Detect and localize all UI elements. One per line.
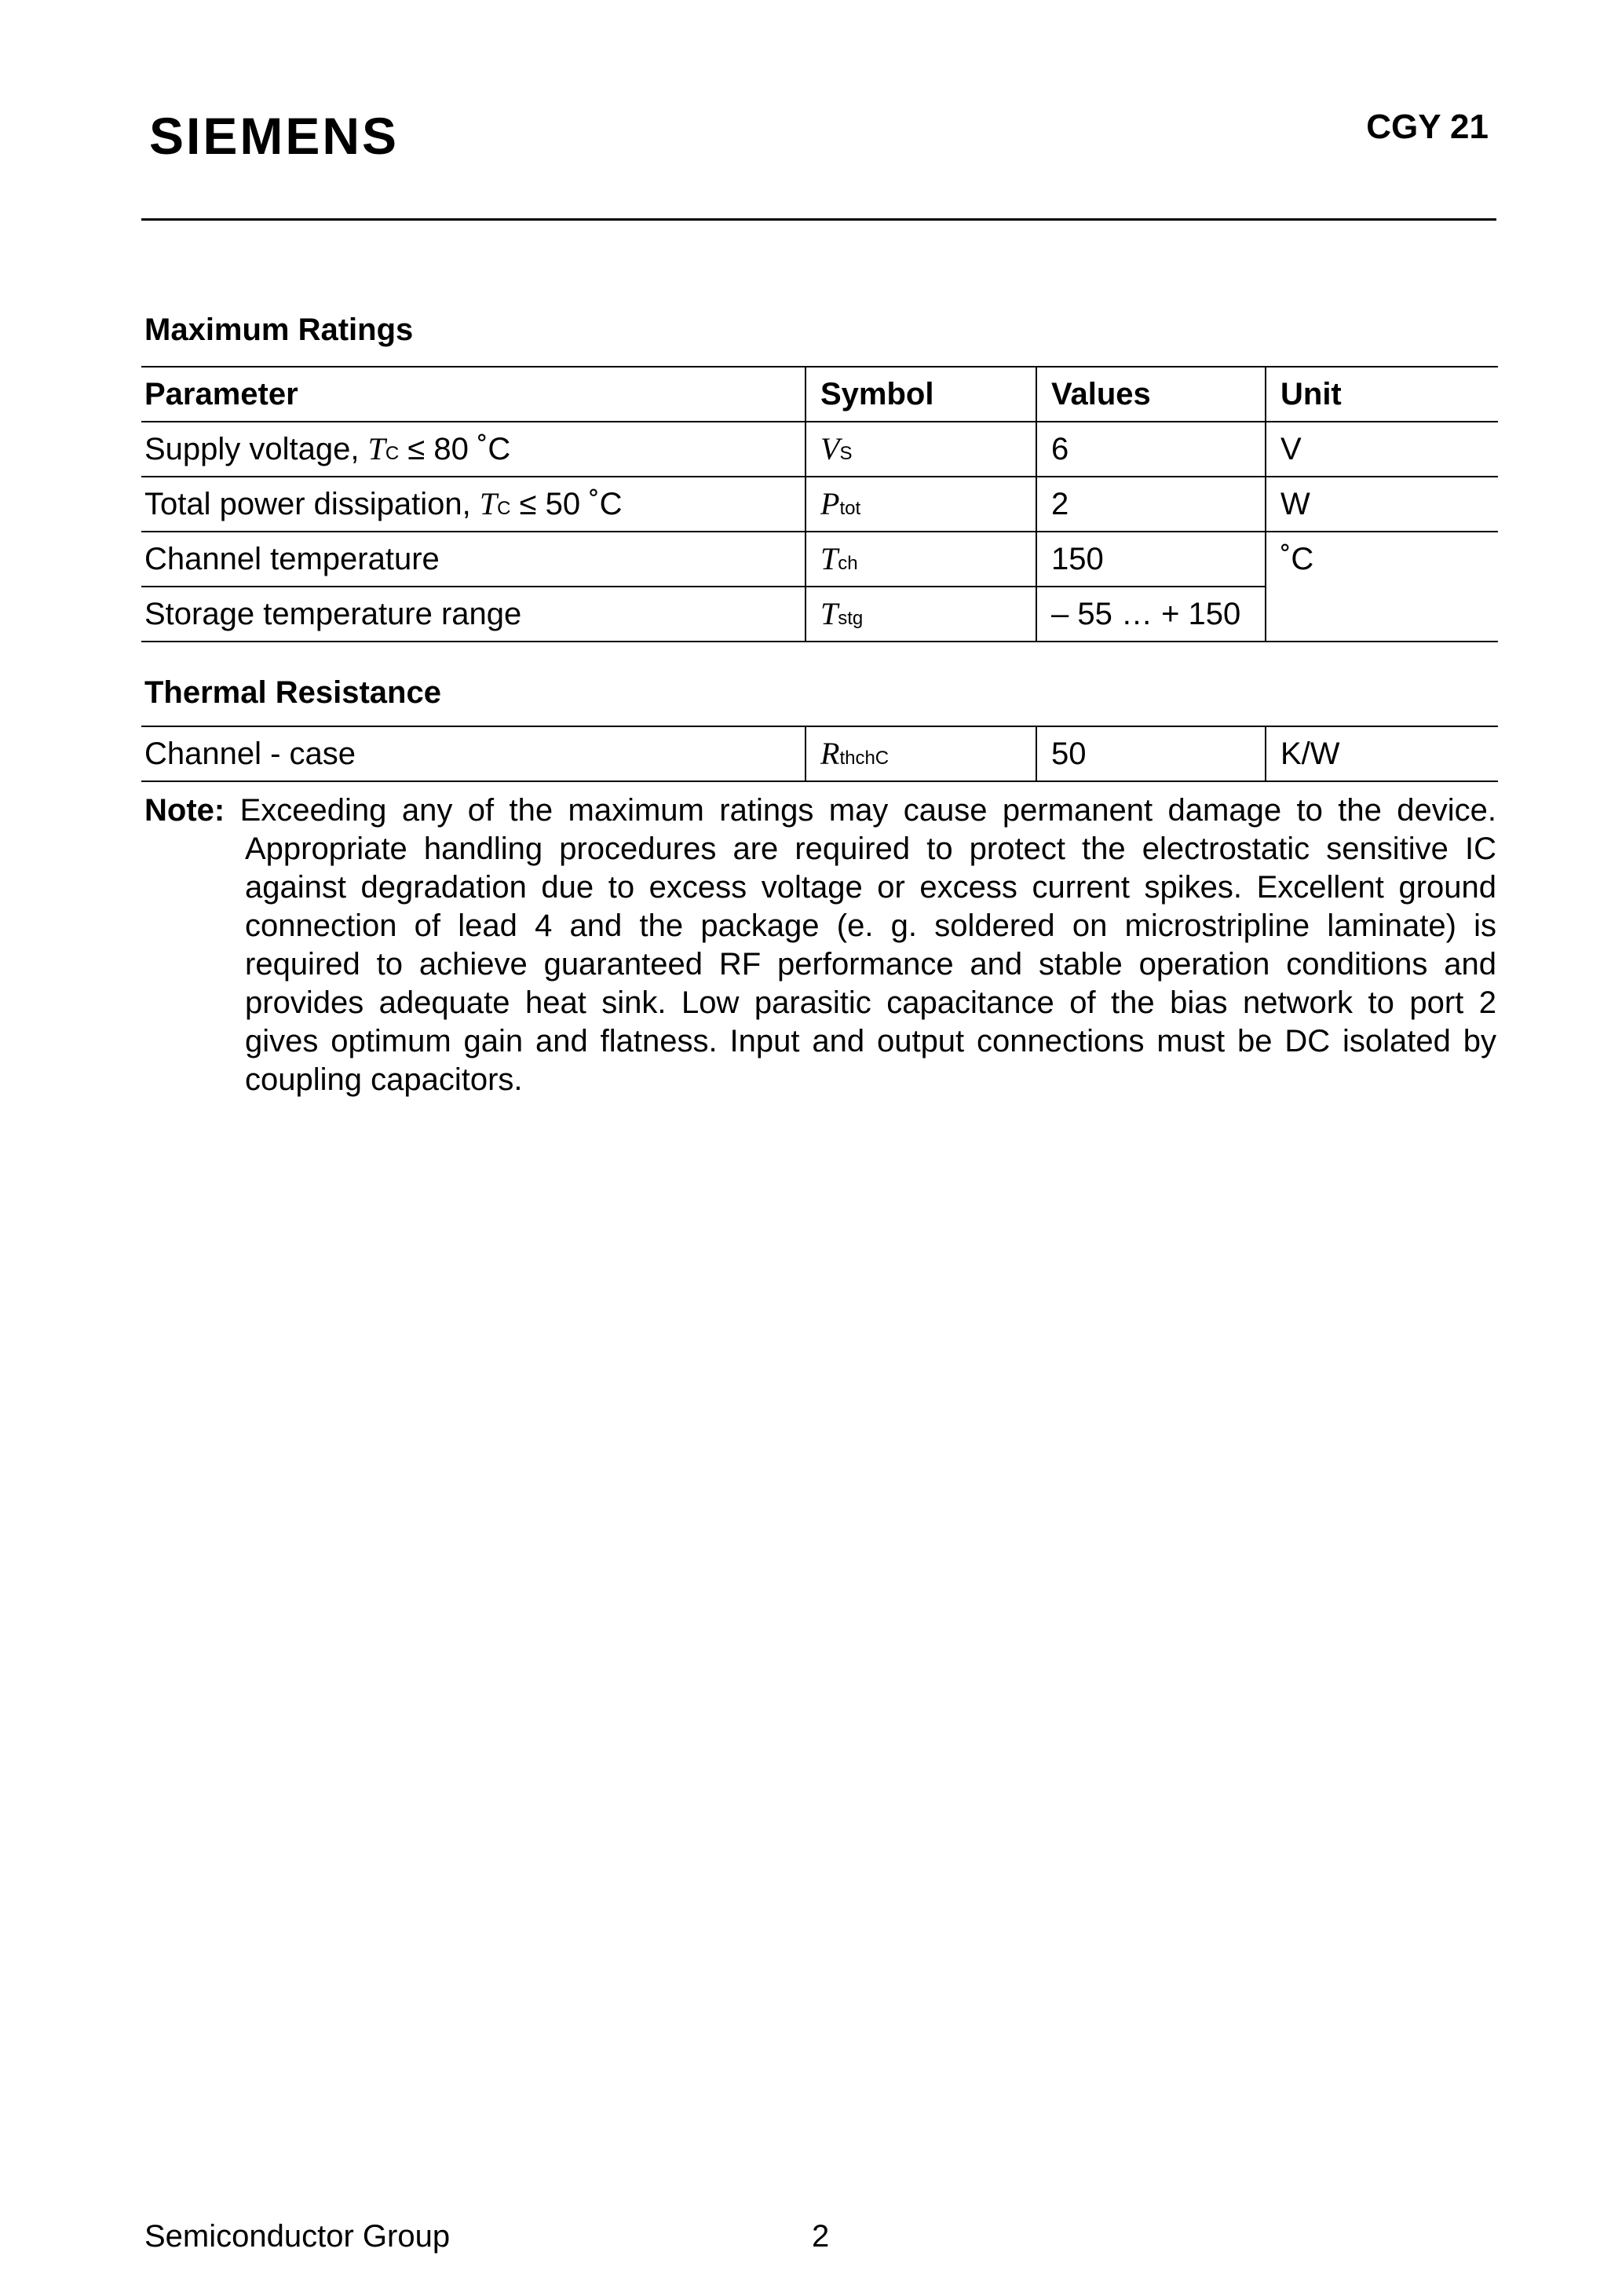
page-number: 2 bbox=[812, 2219, 830, 2254]
max-ratings-title: Maximum Ratings bbox=[144, 313, 414, 347]
unit-cell: V bbox=[1266, 422, 1498, 477]
column-header-symbol: Symbol bbox=[806, 367, 1036, 422]
column-header-values: Values bbox=[1036, 367, 1266, 422]
parameter-cell: Storage temperature range bbox=[141, 587, 806, 642]
note-line: required to achieve guaranteed RF performance and stable operation conditions and bbox=[245, 947, 1496, 982]
value-cell: 6 bbox=[1036, 422, 1266, 477]
symbol-cell: VS bbox=[806, 422, 1036, 477]
note-paragraph bbox=[144, 792, 1496, 1099]
max-ratings-table bbox=[141, 366, 1498, 642]
value-cell: 150 bbox=[1036, 532, 1266, 587]
column-header-unit: Unit bbox=[1266, 367, 1498, 422]
value-cell: – 55 … + 150 bbox=[1036, 587, 1266, 642]
parameter-cell: Supply voltage, TC ≤ 80 ˚C bbox=[141, 422, 806, 477]
unit-cell: W bbox=[1266, 477, 1498, 532]
symbol-cell: Tch bbox=[806, 532, 1036, 587]
parameter-cell: Channel - case bbox=[141, 726, 806, 781]
column-header-parameter: Parameter bbox=[141, 367, 806, 422]
note-line: connection of lead 4 and the package (e. g. soldered on microstripline laminate) is bbox=[245, 909, 1496, 943]
note-label: Note: bbox=[144, 793, 225, 828]
note-line: against degradation due to excess voltage or excess current spikes. Excellent ground bbox=[245, 870, 1496, 905]
symbol-cell: Ptot bbox=[806, 477, 1036, 532]
table-row bbox=[141, 532, 1498, 587]
thermal-resistance-table bbox=[141, 726, 1498, 782]
footer-company: Semiconductor Group bbox=[144, 2219, 451, 2254]
unit-cell: ˚C bbox=[1266, 532, 1498, 642]
table-row bbox=[141, 726, 1498, 781]
header-divider bbox=[141, 218, 1496, 221]
siemens-logo: SIEMENS bbox=[149, 107, 400, 165]
symbol-cell: Tstg bbox=[806, 587, 1036, 642]
note-line: coupling capacitors. bbox=[245, 1062, 523, 1097]
parameter-cell: Channel temperature bbox=[141, 532, 806, 587]
table-row bbox=[141, 477, 1498, 532]
value-cell: 2 bbox=[1036, 477, 1266, 532]
parameter-cell: Total power dissipation, TC ≤ 50 ˚C bbox=[141, 477, 806, 532]
document-id: CGY 21 bbox=[1366, 108, 1489, 146]
note-line: Appropriate handling procedures are required to protect the electrostatic sensitive IC bbox=[245, 832, 1496, 866]
value-cell: 50 bbox=[1036, 726, 1266, 781]
symbol-cell: RthchC bbox=[806, 726, 1036, 781]
table-row bbox=[141, 422, 1498, 477]
note-line: Note: Exceeding any of the maximum ratings may cause permanent damage to the device. bbox=[144, 793, 1496, 828]
note-line: gives optimum gain and flatness. Input and output connections must be DC isolated by bbox=[245, 1024, 1496, 1058]
unit-cell: K/W bbox=[1266, 726, 1498, 781]
thermal-resistance-title: Thermal Resistance bbox=[144, 675, 441, 710]
table-header-row bbox=[141, 367, 1498, 422]
note-line: provides adequate heat sink. Low parasitic capacitance of the bias network to port 2 bbox=[245, 985, 1496, 1020]
